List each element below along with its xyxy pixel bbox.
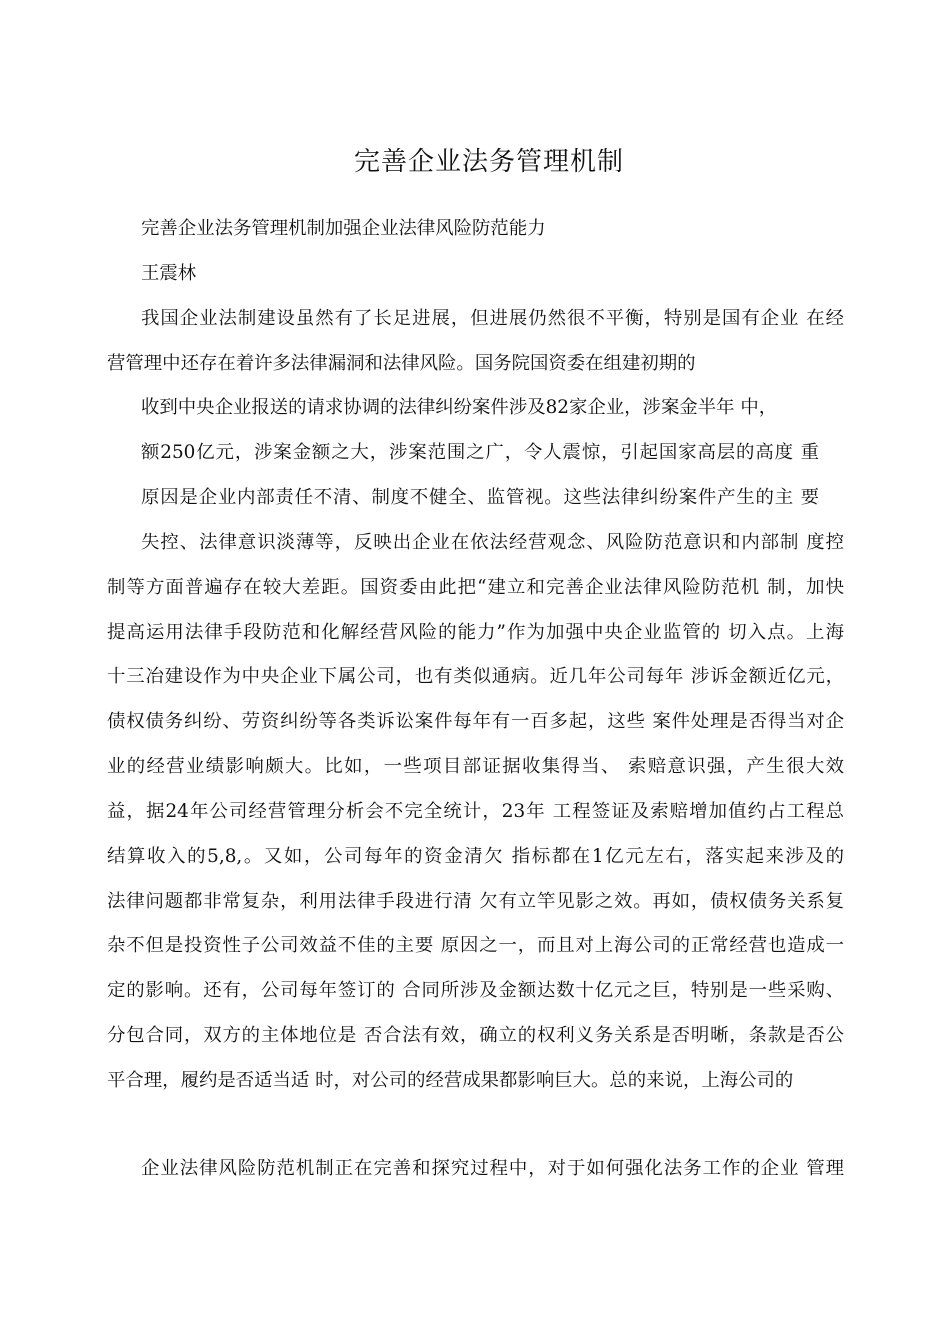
body-line: 债权债务纠纷、劳资纠纷等各类诉讼案件每年有一百多起，这些 案件处理是否得当对企 [107,711,844,732]
body-line: 企业法律风险防范机制正在完善和探究过程中，对于如何强化法务工作的企业 管理 [141,1158,844,1179]
body-line: 收到中央企业报送的请求协调的法律纠纷案件涉及82家企业，涉案金半年 中， [141,397,778,418]
author: 王震林 [141,263,197,284]
body-line: 我国企业法制建设虽然有了长足进展，但进展仍然很不平衡，特别是国有企业 在经 [141,308,844,329]
body-line: 定的影响。还有，公司每年签订的 合同所涉及金额达数十亿元之巨，特别是一些采购、 [107,980,844,1001]
body-line: 业的经营业绩影响颇大。比如，一些项目部证据收集得当、 索赔意识强，产生很大效 [107,756,844,777]
body-line: 额250亿元，涉案金额之大，涉案范围之广，令人震惊，引起国家高层的高度 重 [141,442,819,463]
body-line: 制等方面普遍存在较大差距。国资委由此把“建立和完善企业法律风险防范机 制，加快 [107,577,844,598]
body-line: 法律问题都非常复杂，利用法律手段进行清 欠有立竿见影之效。再如，债权债务关系复 [107,891,844,912]
document-title: 完善企业法务管理机制 [353,147,624,177]
subtitle: 完善企业法务管理机制加强企业法律风险防范能力 [141,218,546,239]
body-line: 提高运用法律手段防范和化解经营风险的能力”作为加强中央企业监管的 切入点。上海 [107,622,844,643]
body-line: 分包合同，双方的主体地位是 否合法有效，确立的权利义务关系是否明晰，条款是否公 [107,1025,844,1046]
body-line: 平合理，履约是否适当适 时，对公司的经营成果都影响巨大。总的来说，上海公司的 [107,1070,794,1091]
body-line: 原因是企业内部责任不清、制度不健全、监管视。这些法律纠纷案件产生的主 要 [141,487,819,508]
body-line: 营管理中还存在着许多法律漏洞和法律风险。国务院国资委在组建初期的 [107,353,696,374]
body-line: 益，据24年公司经营管理分析会不完全统计，23年 工程签证及索赔增加值约占工程总 [107,801,844,822]
body-line: 结算收入的5,8,。又如，公司每年的资金清欠 指标都在1亿元左右，落实起来涉及的 [107,846,844,867]
body-line: 杂不但是投资性子公司效益不佳的主要 原因之一，而且对上海公司的正常经营也造成一 [107,935,844,956]
body-line: 十三冶建设作为中央企业下属公司，也有类似通病。近几年公司每年 涉诉金额近亿元， [107,666,844,687]
body-line: 失控、法律意识淡薄等，反映出企业在依法经营观念、风险防范意识和内部制 度控 [141,532,844,553]
